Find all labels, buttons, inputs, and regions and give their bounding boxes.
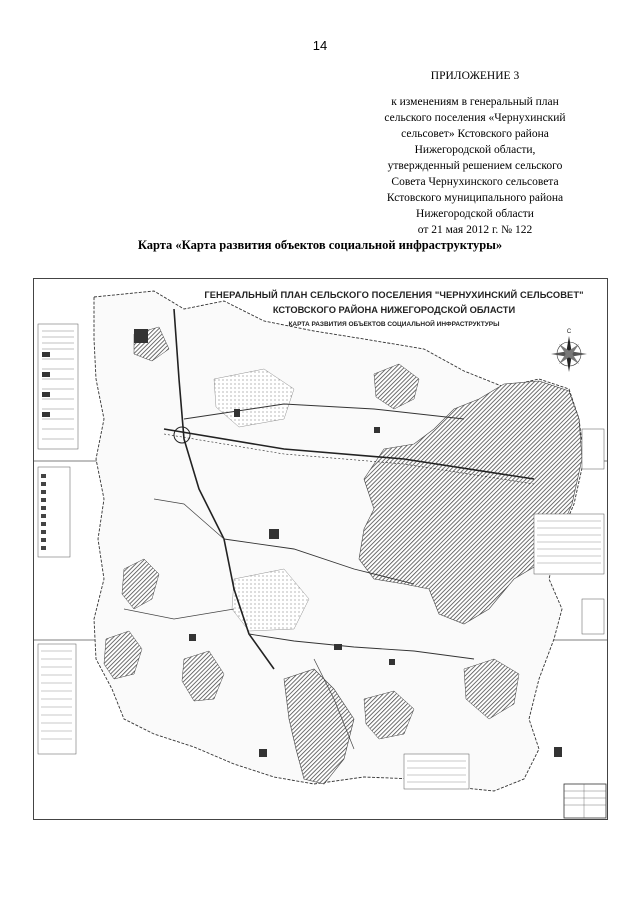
appendix-line: от 21 мая 2012 г. № 122	[417, 224, 533, 236]
info-table	[404, 754, 469, 789]
appendix-heading: ПРИЛОЖЕНИЕ 3	[430, 70, 520, 82]
map-sheet	[33, 278, 608, 820]
plan-title-line2: КСТОВСКОГО РАЙОНА НИЖЕГОРОДСКОЙ ОБЛАСТИ	[272, 305, 516, 315]
appendix-block	[340, 68, 610, 238]
appendix-line: утвержденный решением сельского	[387, 160, 563, 172]
map-drawing	[34, 279, 607, 819]
legend-panel	[38, 324, 78, 449]
title-stamp	[564, 784, 606, 818]
appendix-line: Нижегородской области	[416, 208, 534, 220]
info-table	[582, 429, 604, 469]
appendix-line: Нижегородской области,	[414, 144, 536, 156]
legend-panel	[38, 644, 76, 754]
appendix-line: сельсовет» Кстовского района	[401, 128, 549, 140]
appendix-line: сельского поселения «Чернухинский	[384, 112, 566, 124]
info-table	[582, 599, 604, 634]
plan-title-line1: ГЕНЕРАЛЬНЫЙ ПЛАН СЕЛЬСКОГО ПОСЕЛЕНИЯ "ЧЕРНУХИНСКИЙ СЕЛЬСОВЕТ"	[204, 290, 584, 300]
appendix-line: Кстовского муниципального района	[386, 192, 564, 204]
map-title: Карта «Карта развития объектов социальной инфраструктуры»	[137, 238, 503, 252]
appendix-line: к изменениям в генеральный план	[391, 96, 559, 108]
compass-label: С	[566, 329, 572, 335]
plan-title-line3: КАРТА РАЗВИТИЯ ОБЪЕКТОВ СОЦИАЛЬНОЙ ИНФРАСТРУКТУРЫ	[288, 321, 500, 328]
appendix-line: Совета Чернухинского сельсовета	[391, 176, 559, 188]
legend-panel	[38, 467, 70, 557]
page-number: 14	[312, 38, 328, 53]
info-table	[534, 514, 604, 574]
compass-rose	[551, 329, 587, 372]
